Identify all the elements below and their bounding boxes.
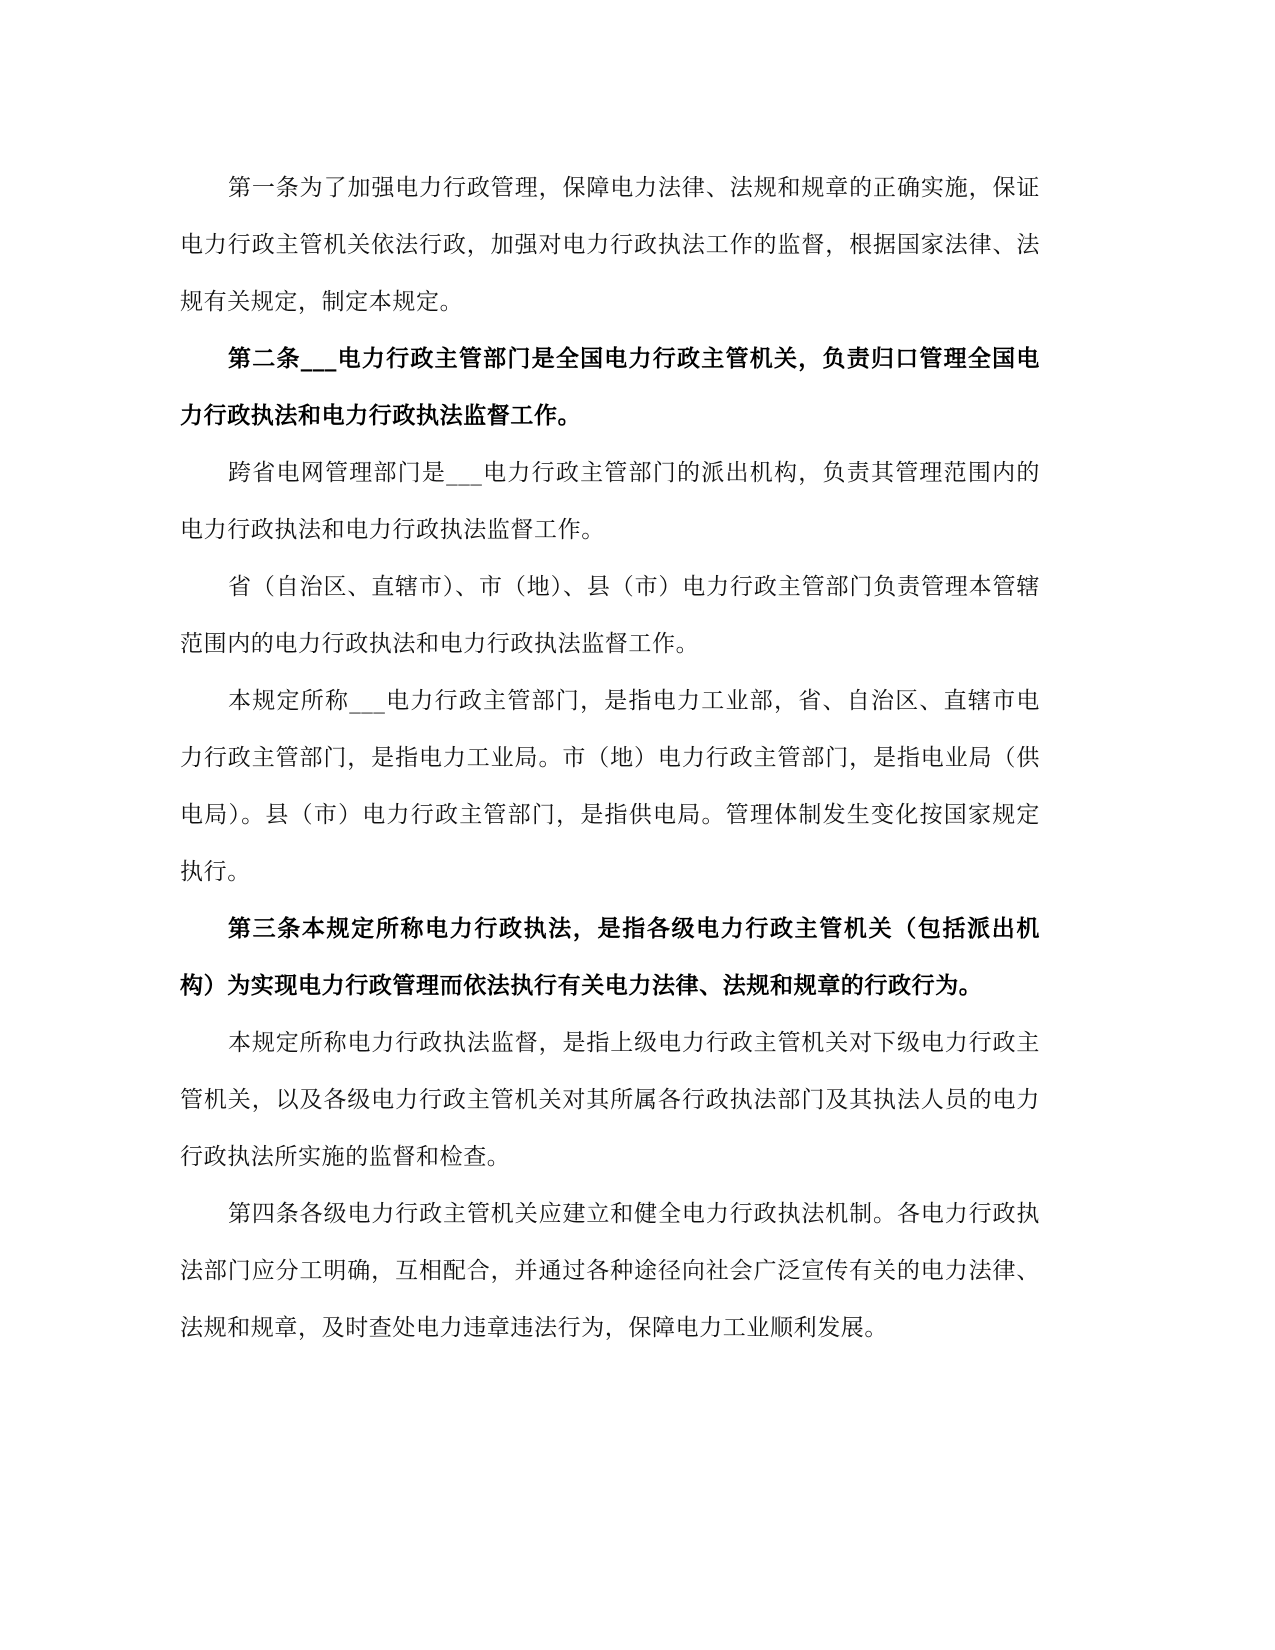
article-1-paragraph: 第一条为了加强电力行政管理，保障电力法律、法规和规章的正确实施，保证电力行政主管机关依法行政，加强对电力行政执法工作的监督，根据国家法律、法规有关规定，制定本规定。 (180, 175, 1040, 315)
document-body (180, 160, 1040, 1357)
article-3-paragraph: 第三条本规定所称电力行政执法，是指各级电力行政主管机关（包括派出机构）为实现电力行政管理而依法执行有关电力法律、法规和规章的行政行为。 (180, 916, 1040, 999)
article-2-clause-cross-province: 跨省电网管理部门是___电力行政主管部门的派出机构，负责其管理范围内的电力行政执法和电力行政执法监督工作。 (180, 460, 1040, 543)
article-2-clause-definitions: 本规定所称___电力行政主管部门，是指电力工业部，省、自治区、直辖市电力行政主管部门，是指电力工业局。市（地）电力行政主管部门，是指电业局（供电局）。县（市）电力行政主管部门，是指供电局。管理体制发生变化按国家规定执行。 (180, 688, 1040, 885)
article-2-paragraph: 第二条___电力行政主管部门是全国电力行政主管机关，负责归口管理全国电力行政执法和电力行政执法监督工作。 (180, 346, 1040, 429)
article-4-paragraph: 第四条各级电力行政主管机关应建立和健全电力行政执法机制。各电力行政执法部门应分工明确，互相配合，并通过各种途径向社会广泛宣传有关的电力法律、法规和规章，及时查处电力违章违法行为，保障电力工业顺利发展。 (180, 1201, 1040, 1341)
article-2-clause-local-departments: 省（自治区、直辖市）、市（地）、县（市）电力行政主管部门负责管理本管辖范围内的电力行政执法和电力行政执法监督工作。 (180, 574, 1040, 657)
article-3-clause-supervision: 本规定所称电力行政执法监督，是指上级电力行政主管机关对下级电力行政主管机关，以及各级电力行政主管机关对其所属各行政执法部门及其执法人员的电力行政执法所实施的监督和检查。 (180, 1030, 1040, 1170)
